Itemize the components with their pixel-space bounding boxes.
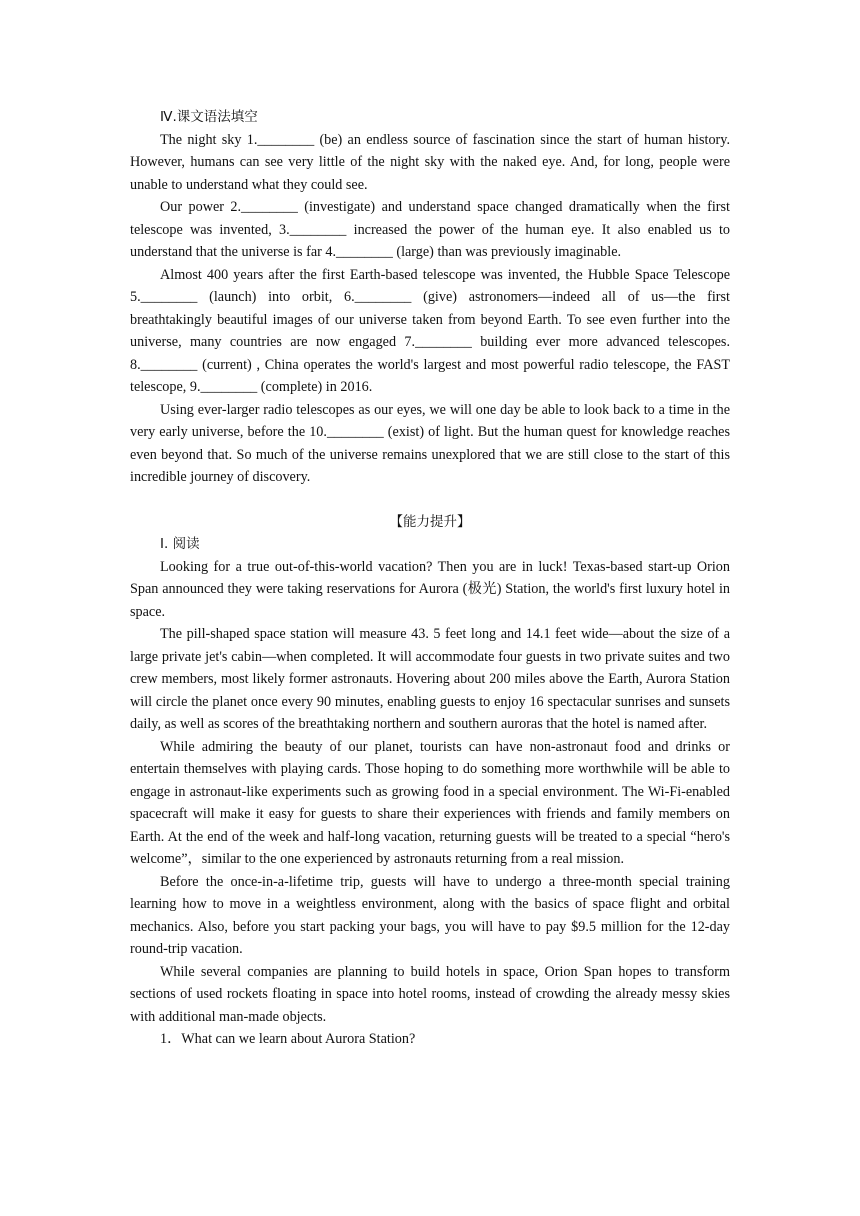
question-1: 1．What can we learn about Aurora Station? xyxy=(160,1031,416,1047)
ability-section-title: 【能力提升】 xyxy=(389,513,471,530)
grammar-paragraph-1: The night sky 1.________ (be) an endless source of fascination since the start of human history. However, humans can see very little of the night sky with the naked eye. And, for long, people were unable to understand what they could see. xyxy=(130,131,730,193)
reading-paragraph-1: Looking for a true out-of-this-world vacation? Then you are in luck! Texas-based start-up Orion Span announced they were taking reservations for Aurora (极光) Station, the world's first luxury hotel in space. xyxy=(130,558,730,620)
section-spacer xyxy=(130,489,730,511)
reading-paragraph-2: The pill-shaped space station will measure 43. 5 feet long and 14.1 feet wide—about the size of a large private jet's cabin—when completed. It will accommodate four guests in two private suites and two crew members, most likely former astronauts. Hovering about 200 miles above the Earth, Aurora Station will circle the planet once every 90 minutes, enabling guests to enjoy 16 spectacular sunrises and sunsets daily, as well as scores of the breathtaking northern and southern auroras that the hotel is named after. xyxy=(130,626,730,732)
reading-paragraph-4: Before the once-in-a-lifetime trip, guests will have to undergo a three-month special training learning how to move in a weightless environment, along with the basics of space flight and orbital mechanics. Also, before you start packing your bags, you will have to pay $9.5 million for the 12-day round-trip vacation. xyxy=(130,873,730,957)
document-page xyxy=(130,106,730,1051)
grammar-paragraph-4: Using ever-larger radio telescopes as our eyes, we will one day be able to look back to a time in the very early universe, before the 10.________ (exist) of light. But the human quest for knowledge reaches even beyond that. So much of the universe remains unexplored that we are still close to the start of this incredible journey of discovery. xyxy=(130,401,730,485)
section-heading-grammar-fill: Ⅳ.课文语法填空 xyxy=(160,109,258,125)
reading-paragraph-3: While admiring the beauty of our planet, tourists can have non-astronaut food and drinks or entertain themselves with playing cards. Those hoping to do something more worthwhile will be able to engage in astronaut-like experiments such as growing food in a special environment. The Wi-Fi-enabled spacecraft will make it easy for guests to share their experiences with friends and family members on Earth. At the end of the week and half-long vacation, returning guests will be treated to a special “hero's welcome”，similar to the one experienced by astronauts returning from a real mission. xyxy=(130,738,730,867)
grammar-paragraph-3: Almost 400 years after the first Earth-based telescope was invented, the Hubble Space Telescope 5.________ (launch) into orbit, 6.________ (give) astronomers—indeed all of us—the first breathtakingly beautiful images of our universe taken from beyond Earth. To see even further into the universe, many countries are now engaged 7.________ building ever more advanced telescopes. 8.________ (current) , China operates the world's largest and most powerful radio telescope, the FAST telescope, 9.________ (complete) in 2016. xyxy=(130,266,730,395)
grammar-paragraph-2: Our power 2.________ (investigate) and understand space changed dramatically when the first telescope was invented, 3.________ increased the power of the human eye. It also enabled us to understand that the universe is far 4.________ (large) than was previously imaginable. xyxy=(130,199,730,260)
reading-subheading: Ⅰ. 阅读 xyxy=(160,536,200,552)
reading-paragraph-5: While several companies are planning to build hotels in space, Orion Span hopes to transform sections of used rockets floating in space into hotel rooms, instead of crowding the already messy skies with additional man-made objects. xyxy=(130,963,730,1025)
